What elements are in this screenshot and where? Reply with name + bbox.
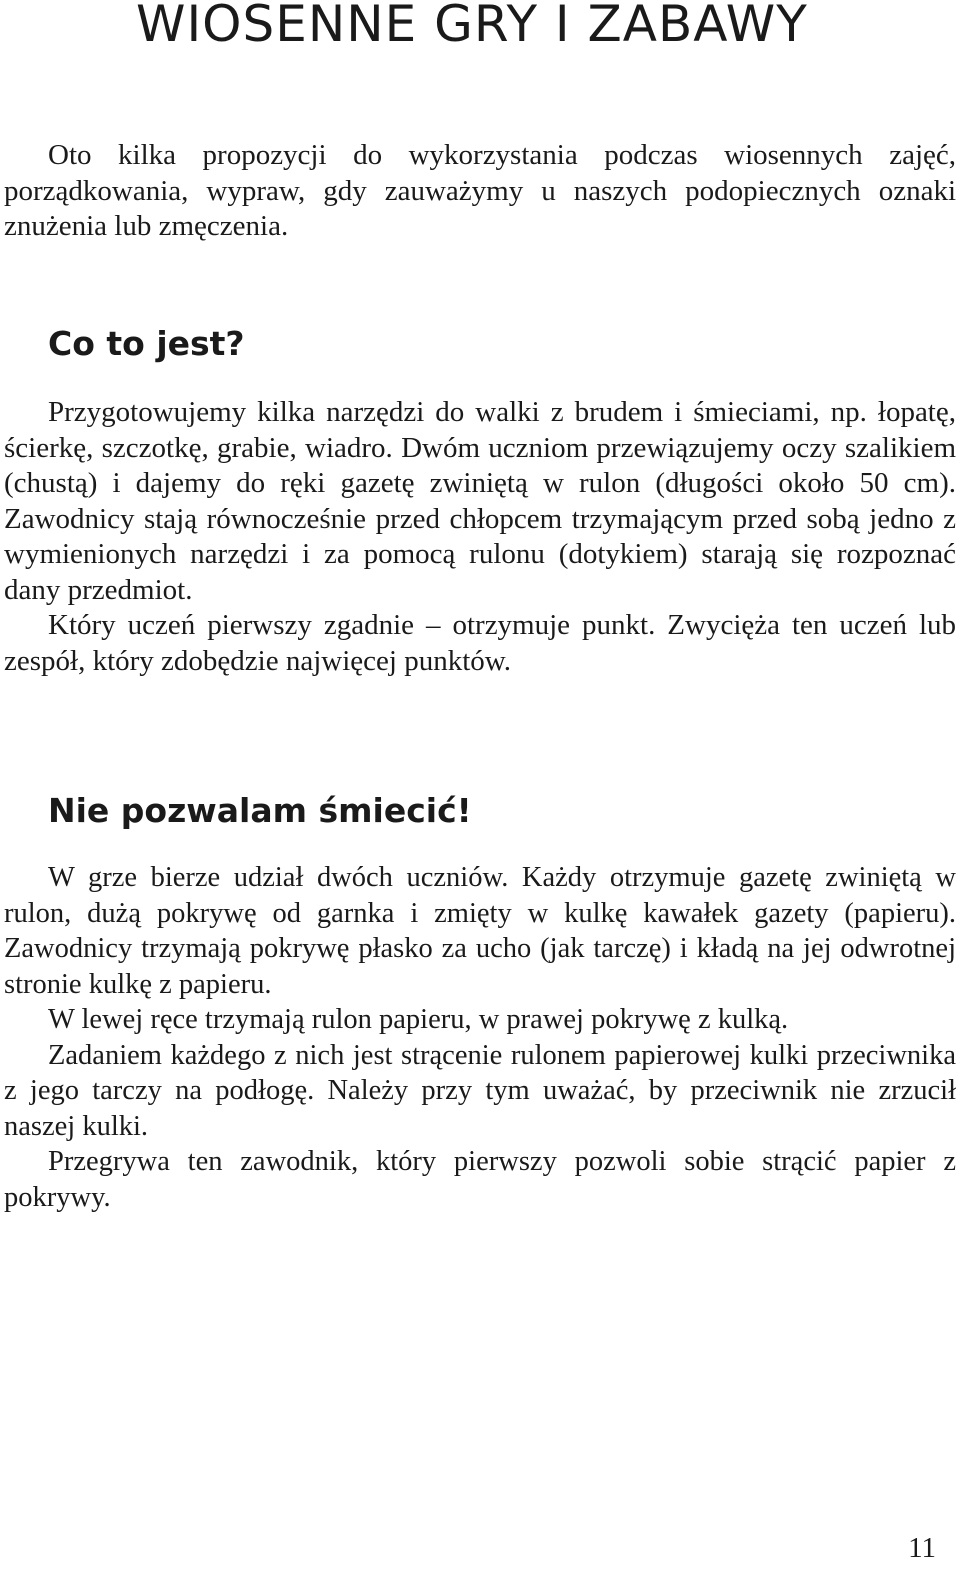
section-paragraph: W grze bierze udział dwóch uczniów. Każdy otrzymuje gazetę zwiniętą w rulon, dużą pokrywę od garnka i zmięty w kulkę kawałek gazety (papieru). Zawodnicy trzymają pokrywę płasko za ucho (jak tarczę) i kładą na jej odwrotnej stronie kulkę z papieru. [4,862,956,1000]
section-co-to-jest [4,395,956,679]
page-title: WIOSENNE GRY I ZABAWY [136,0,808,53]
section-paragraph: Który uczeń pierwszy zgadnie – otrzymuje punkt. Zwycięża ten uczeń lub zespół, który zdobędzie najwięcej punktów. [4,609,956,677]
section-heading-nie-pozwalam-smiecic: Nie pozwalam śmiecić! [48,791,472,830]
page-number: 11 [908,1532,936,1564]
section-nie-pozwalam-smiecic [4,860,956,1215]
section-heading-co-to-jest: Co to jest? [48,324,245,363]
intro-paragraph: Oto kilka propozycji do wykorzystania podczas wiosennych zajęć, porządkowania, wypraw, gdy zauważymy u naszych podopiecznych oznaki znużenia lub zmęczenia. [4,139,956,242]
section-paragraph: Przegrywa ten zawodnik, który pierwszy pozwoli sobie strącić papier z pokrywy. [4,1146,956,1213]
section-paragraph: Zadaniem każdego z nich jest strącenie rulonem papierowej kulki przeciwnika z jego tarczy na podłogę. Należy przy tym uważać, by przeciwnik nie zrzucił naszej kulki. [4,1039,956,1142]
intro-block [4,138,956,245]
section-paragraph: W lewej ręce trzymają rulon papieru, w prawej pokrywę z kulką. [48,1004,789,1035]
section-paragraph: Przygotowujemy kilka narzędzi do walki z brudem i śmieciami, np. łopatę, ścierkę, szczotkę, grabie, wiadro. Dwóm uczniom przewiązujemy oczy szalikiem (chustą) i dajemy do ręki gazetę zwiniętą w rulon (długości około 50 cm). Zawodnicy stają równocześnie przed chłopcem trzymającym przed sobą jedno z wymienionych narzędzi i za pomocą rulonu (dotykiem) starają się rozpoznać dany przedmiot. [4,396,956,606]
